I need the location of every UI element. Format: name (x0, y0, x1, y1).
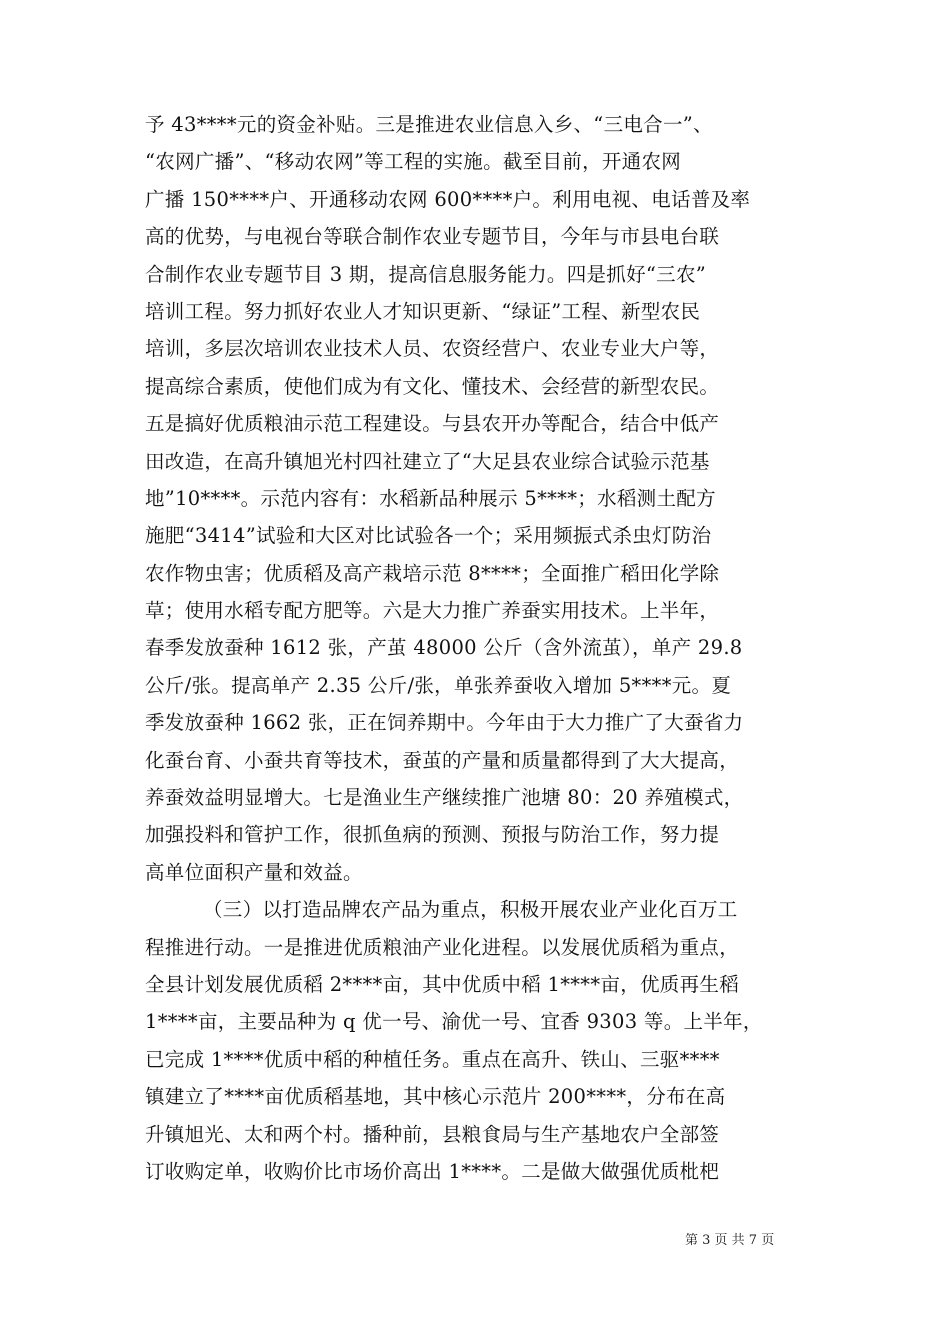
text-line: 提高综合素质，使他们成为有文化、懂技术、会经营的新型农民。 (145, 374, 720, 398)
text-line: 养蚕效益明显增大。七是渔业生产继续推广池塘 80：20 养殖模式， (145, 786, 744, 810)
paragraph-start-line: （三）以打造品牌农产品为重点，积极开展农业产业化百万工 (203, 898, 738, 922)
page-number-footer: 第 3 页 共 7 页 (685, 1233, 775, 1248)
text-line: 予 43****元的资金补贴。三是推进农业信息入乡、“三电合一”、 (145, 113, 713, 136)
text-line: 镇建立了****亩优质稻基地，其中核心示范片 200****，分布在高 (145, 1085, 726, 1109)
text-line: 培训工程。努力抓好农业人才知识更新、“绿证”工程、新型农民 (145, 299, 701, 323)
body-text (145, 106, 825, 1190)
text-line: 五是搞好优质粮油示范工程建设。与县农开办等配合，结合中低产 (145, 412, 720, 436)
text-line: 广播 150****户、开通移动农网 600****户。利用电视、电话普及率 (145, 187, 751, 211)
text-line: 1****亩，主要品种为 q 优一号、渝优一号、宜香 9303 等。上半年， (145, 1010, 763, 1034)
text-line: 公斤/张。提高单产 2.35 公斤/张，单张养蚕收入增加 5****元。夏 (145, 673, 732, 697)
text-line: 加强投料和管护工作，很抓鱼病的预测、预报与防治工作，努力提 (145, 823, 720, 847)
text-line: 化蚕台育、小蚕共育等技术，蚕茧的产量和质量都得到了大大提高， (145, 748, 740, 772)
text-line: 季发放蚕种 1662 张，正在饲养期中。今年由于大力推广了大蚕省力 (145, 711, 744, 735)
text-line: 升镇旭光、太和两个村。播种前，县粮食局与生产基地农户全部签 (145, 1122, 720, 1146)
text-line: 已完成 1****优质中稻的种植任务。重点在高升、铁山、三驱**** (145, 1047, 720, 1071)
text-line: 农作物虫害；优质稻及高产栽培示范 8****；全面推广稻田化学除 (145, 561, 720, 585)
text-line: 订收购定单，收购价比市场价高出 1****。二是做大做强优质枇杷 (145, 1159, 720, 1183)
text-line: 培训，多层次培训农业技术人员、农资经营户、农业专业大户等， (145, 337, 720, 361)
text-line: 合制作农业专题节目 3 期，提高信息服务能力。四是抓好“三农” (145, 262, 707, 286)
text-line: 程推进行动。一是推进优质粮油产业化进程。以发展优质稻为重点， (145, 935, 740, 959)
text-line: 高单位面积产量和效益。 (145, 860, 363, 884)
text-line: 高的优势，与电视台等联合制作农业专题节目，今年与市县电台联 (145, 225, 720, 249)
text-line: 全县计划发展优质稻 2****亩，其中优质中稻 1****亩，优质再生稻 (145, 972, 740, 996)
text-line: 田改造，在高升镇旭光村四社建立了“大足县农业综合试验示范基 (145, 449, 710, 473)
text-line: 草；使用水稻专配方肥等。六是大力推广养蚕实用技术。上半年， (145, 599, 720, 623)
text-line: 施肥“3414”试验和大区对比试验各一个；采用频振式杀虫灯防治 (145, 524, 712, 548)
text-line: 春季发放蚕种 1612 张，产茧 48000 公斤（含外流茧），单产 29.8 (145, 636, 743, 660)
text-line: 地”10****。示范内容有：水稻新品种展示 5****；水稻测土配方 (145, 486, 716, 510)
text-line: “农网广播”、“移动农网”等工程的实施。截至目前，开通农网 (145, 150, 682, 174)
